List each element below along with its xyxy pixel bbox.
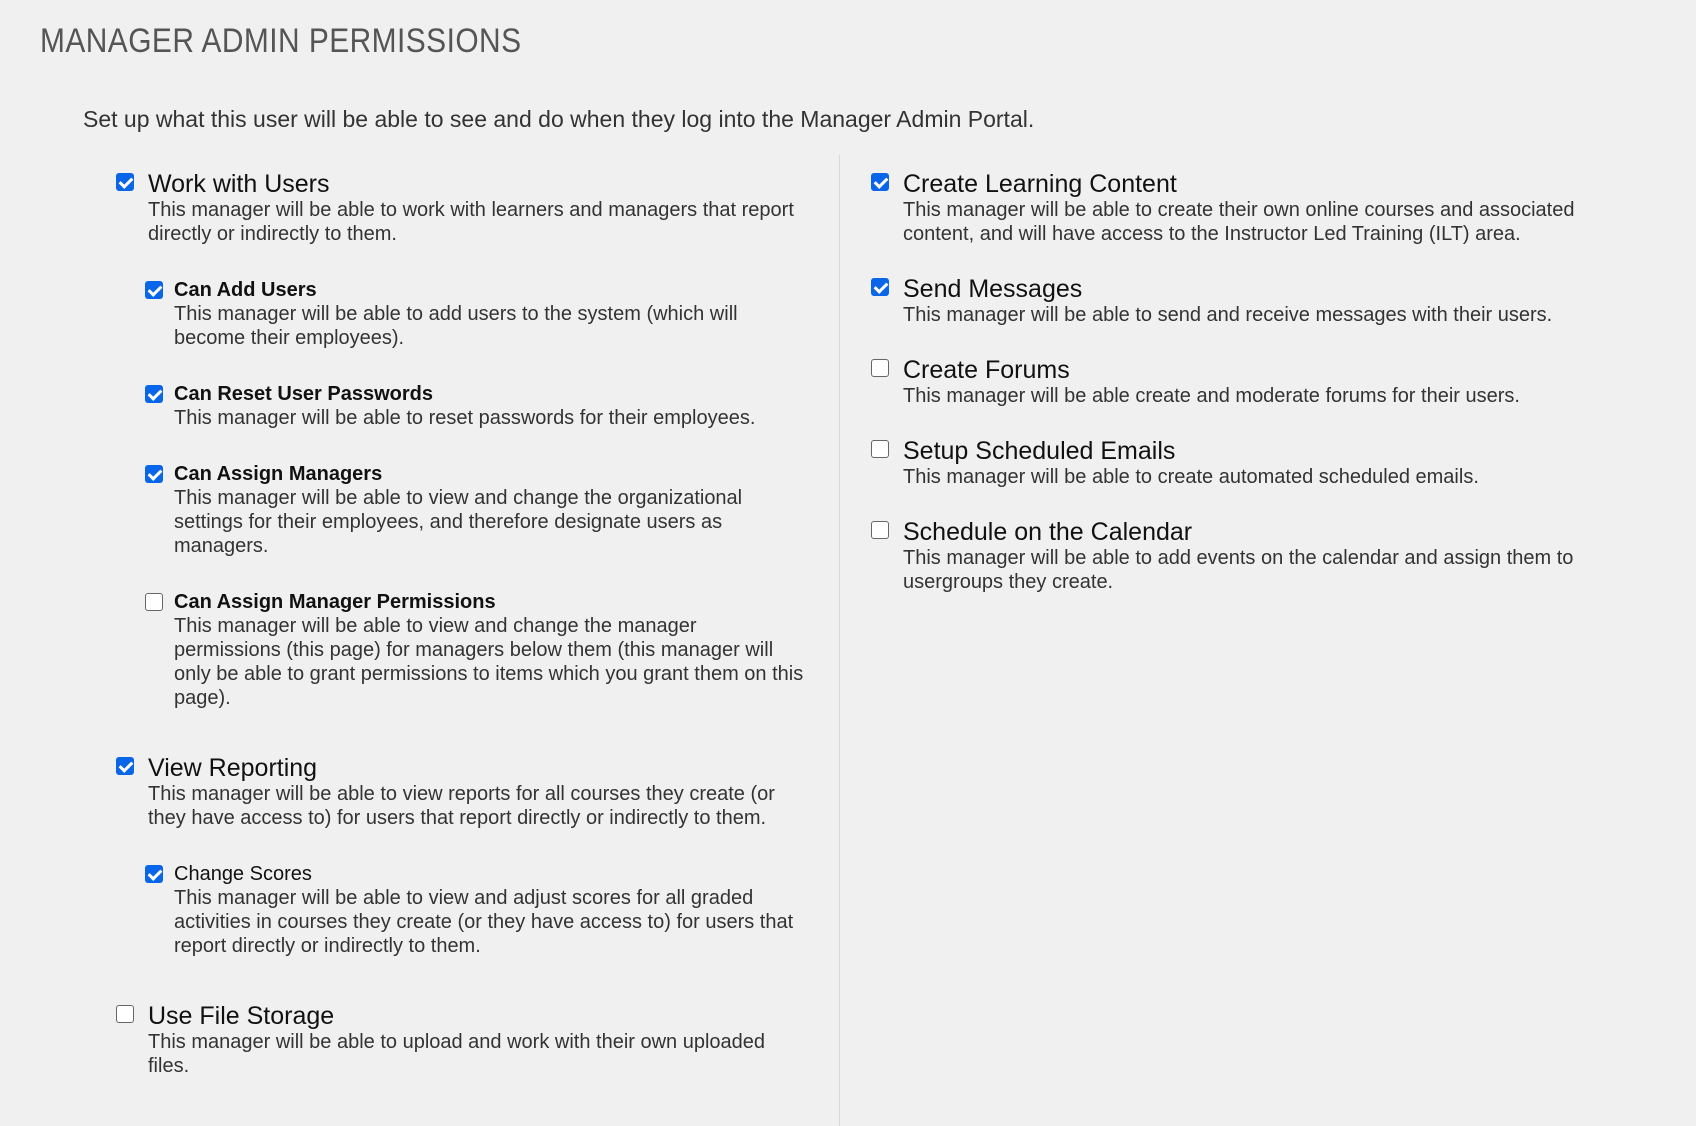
perm-change-scores	[145, 862, 806, 958]
send-messages-checkbox[interactable]	[871, 278, 889, 296]
perm-can-assign-manager-permissions	[145, 590, 806, 710]
perm-desc: This manager will be able to view and adjust scores for all graded activities in courses they create (or they have access to) for users that report directly or indirectly to them.	[174, 887, 794, 957]
intro-text: Set up what this user will be able to see and do when they log into the Manager Admin Portal.	[83, 106, 1035, 132]
perm-title: Use File Storage	[148, 1002, 335, 1030]
perm-create-forums	[871, 356, 1631, 408]
perm-title: Can Assign Managers	[174, 463, 383, 485]
page-title: MANAGER ADMIN PERMISSIONS	[40, 22, 522, 60]
perm-use-file-storage	[116, 1002, 806, 1078]
perm-title: Send Messages	[903, 275, 1083, 303]
perm-create-learning-content	[871, 170, 1631, 246]
work-with-users-checkbox[interactable]	[116, 173, 134, 191]
perm-title: Change Scores	[174, 863, 312, 885]
perm-desc: This manager will be able to view and change the organizational settings for their employees, and therefore designate users as managers.	[174, 487, 743, 557]
perm-desc: This manager will be able to view and change the manager permissions (this page) for managers below them (this manager will only be able to grant permissions to items which you grant them on this page).	[174, 615, 804, 709]
perm-title: Can Assign Manager Permissions	[174, 591, 496, 613]
perm-desc: This manager will be able to view reports for all courses they create (or they have access to) for users that report directly or indirectly to them.	[148, 783, 775, 829]
perm-desc: This manager will be able to add events on the calendar and assign them to usergroups they create.	[903, 547, 1574, 593]
perm-desc: This manager will be able to create their own online courses and associated content, and will have access to the Instructor Led Training (ILT) area.	[903, 199, 1575, 245]
use-file-storage-checkbox[interactable]	[116, 1005, 134, 1023]
perm-desc: This manager will be able to work with learners and managers that report directly or indirectly to them.	[148, 199, 794, 245]
schedule-calendar-checkbox[interactable]	[871, 521, 889, 539]
perm-work-with-users	[116, 170, 806, 246]
perm-can-add-users	[145, 278, 806, 350]
perm-desc: This manager will be able to reset passwords for their employees.	[174, 407, 756, 429]
right-permissions-column	[871, 170, 1631, 594]
perm-can-assign-managers	[145, 462, 806, 558]
perm-title: Setup Scheduled Emails	[903, 437, 1176, 465]
perm-desc: This manager will be able to create automated scheduled emails.	[903, 466, 1479, 488]
perm-title: Create Learning Content	[903, 170, 1177, 198]
perm-desc: This manager will be able to add users to the system (which will become their employees).	[174, 303, 738, 349]
perm-title: Create Forums	[903, 356, 1070, 384]
perm-desc: This manager will be able to upload and work with their own uploaded files.	[148, 1031, 766, 1077]
can-assign-manager-permissions-checkbox[interactable]	[145, 593, 163, 611]
left-permissions-column	[116, 170, 806, 1078]
can-add-users-checkbox[interactable]	[145, 281, 163, 299]
perm-schedule-calendar	[871, 518, 1631, 594]
can-reset-passwords-checkbox[interactable]	[145, 385, 163, 403]
view-reporting-checkbox[interactable]	[116, 757, 134, 775]
create-forums-checkbox[interactable]	[871, 359, 889, 377]
perm-title: View Reporting	[148, 754, 318, 782]
perm-desc: This manager will be able create and moderate forums for their users.	[903, 385, 1520, 407]
perm-view-reporting	[116, 754, 806, 830]
column-divider	[839, 155, 840, 1126]
change-scores-checkbox[interactable]	[145, 865, 163, 883]
perm-setup-scheduled-emails	[871, 437, 1631, 489]
perm-title: Work with Users	[148, 170, 330, 198]
can-assign-managers-checkbox[interactable]	[145, 465, 163, 483]
perm-title: Can Add Users	[174, 279, 317, 301]
create-learning-content-checkbox[interactable]	[871, 173, 889, 191]
perm-can-reset-passwords	[145, 382, 806, 430]
perm-send-messages	[871, 275, 1631, 327]
setup-scheduled-emails-checkbox[interactable]	[871, 440, 889, 458]
perm-title: Schedule on the Calendar	[903, 518, 1193, 546]
perm-title: Can Reset User Passwords	[174, 383, 434, 405]
perm-desc: This manager will be able to send and receive messages with their users.	[903, 304, 1553, 326]
